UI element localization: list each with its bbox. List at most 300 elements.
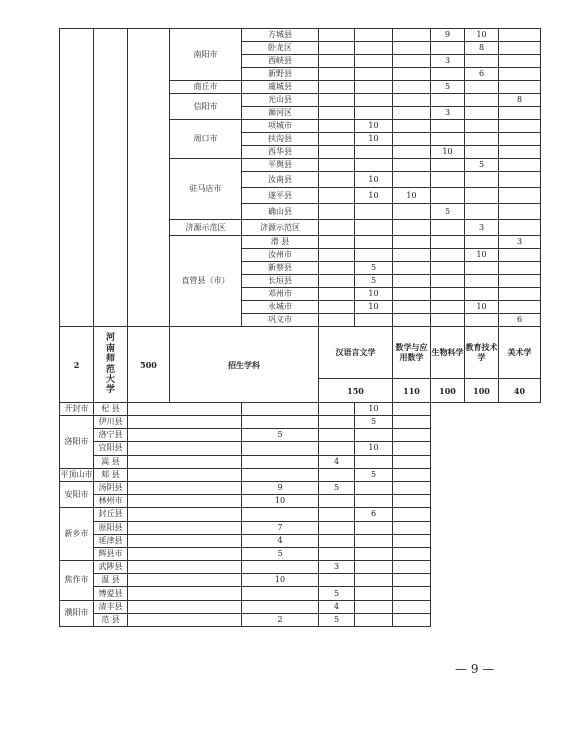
county-cell: 封丘县 [94, 508, 128, 521]
quota-cell [242, 587, 319, 600]
quota-cell [242, 403, 319, 416]
table-row [60, 481, 541, 494]
quota-cell [128, 574, 242, 587]
quota-cell: 7 [242, 521, 319, 534]
quota-cell: 5 [319, 587, 355, 600]
county-cell: 长垣县 [242, 275, 319, 288]
quota-cell [128, 561, 242, 574]
table-row [60, 442, 541, 455]
quota-cell [499, 133, 541, 146]
table-row [60, 416, 541, 429]
subject-name: 美术学 [499, 327, 541, 379]
county-cell: 卧龙区 [242, 42, 319, 55]
quota-cell [242, 600, 319, 613]
quota-cell [499, 275, 541, 288]
subject-count: 40 [499, 379, 541, 403]
quota-cell: 10 [465, 29, 499, 42]
county-cell: 嵩 县 [94, 455, 128, 468]
quota-cell: 2 [242, 613, 319, 626]
quota-cell [355, 220, 393, 236]
city-cell: 洛阳市 [60, 416, 94, 469]
university-section [60, 327, 541, 403]
quota-cell [393, 159, 431, 172]
quota-cell [355, 236, 393, 249]
subject-count: 150 [319, 379, 393, 403]
quota-cell [319, 547, 355, 560]
quota-cell [499, 107, 541, 120]
total-cell: 500 [128, 327, 170, 403]
quota-cell [128, 534, 242, 547]
quota-cell [355, 81, 393, 94]
quota-cell [499, 172, 541, 188]
quota-cell: 6 [499, 314, 541, 327]
quota-cell: 3 [431, 107, 465, 120]
county-cell: 汤阴县 [94, 481, 128, 494]
quota-cell [431, 172, 465, 188]
quota-cell [465, 314, 499, 327]
quota-cell [319, 159, 355, 172]
quota-cell [355, 574, 393, 587]
quota-cell: 10 [465, 301, 499, 314]
quota-cell [393, 301, 431, 314]
quota-cell [242, 468, 319, 481]
quota-cell: 4 [319, 455, 355, 468]
quota-cell [319, 249, 355, 262]
table-row [60, 468, 541, 481]
county-cell: 确山县 [242, 204, 319, 220]
county-cell: 新野县 [242, 68, 319, 81]
quota-cell [499, 204, 541, 220]
quota-cell [128, 521, 242, 534]
quota-cell [355, 107, 393, 120]
county-cell: 延津县 [94, 534, 128, 547]
quota-cell [355, 159, 393, 172]
county-cell: 郏 县 [94, 468, 128, 481]
quota-cell [319, 574, 355, 587]
quota-cell [431, 249, 465, 262]
table-row [60, 29, 541, 42]
quota-cell [499, 29, 541, 42]
quota-cell [465, 204, 499, 220]
quota-cell [393, 133, 431, 146]
quota-cell [128, 600, 242, 613]
quota-cell [393, 481, 431, 494]
quota-cell: 8 [499, 94, 541, 107]
quota-cell [355, 68, 393, 81]
quota-cell [355, 42, 393, 55]
quota-cell [319, 288, 355, 301]
quota-cell [393, 600, 431, 613]
quota-cell: 10 [355, 188, 393, 204]
quota-cell [319, 68, 355, 81]
quota-cell [319, 236, 355, 249]
quota-table [59, 28, 541, 627]
quota-cell [319, 495, 355, 508]
subject-count: 100 [465, 379, 499, 403]
quota-cell [393, 416, 431, 429]
county-cell: 温 县 [94, 574, 128, 587]
quota-cell: 10 [355, 172, 393, 188]
quota-cell: 10 [355, 442, 393, 455]
quota-cell [431, 188, 465, 204]
quota-cell [393, 29, 431, 42]
quota-cell [431, 236, 465, 249]
quota-cell [393, 94, 431, 107]
quota-cell [128, 495, 242, 508]
quota-cell [355, 613, 393, 626]
table-row [60, 508, 541, 521]
blank-index-cell [60, 29, 94, 327]
quota-cell [431, 94, 465, 107]
county-cell: 汝州市 [242, 249, 319, 262]
quota-cell [393, 220, 431, 236]
quota-cell [499, 188, 541, 204]
quota-cell [319, 120, 355, 133]
blank-name-cell [94, 29, 128, 327]
quota-cell [319, 133, 355, 146]
quota-cell [242, 416, 319, 429]
quota-cell [465, 107, 499, 120]
subject-name: 汉语言文学 [319, 327, 393, 379]
quota-cell [499, 288, 541, 301]
table-row [60, 600, 541, 613]
quota-cell: 6 [355, 508, 393, 521]
quota-cell [393, 468, 431, 481]
quota-cell: 4 [319, 600, 355, 613]
quota-cell: 5 [355, 468, 393, 481]
university-rows [60, 403, 541, 627]
quota-cell [128, 468, 242, 481]
quota-cell [355, 55, 393, 68]
quota-cell [393, 262, 431, 275]
quota-cell [319, 81, 355, 94]
quota-cell [319, 314, 355, 327]
quota-cell [355, 204, 393, 220]
quota-cell [499, 262, 541, 275]
table-row [60, 455, 541, 468]
quota-cell [319, 55, 355, 68]
quota-cell [355, 146, 393, 159]
quota-cell [393, 613, 431, 626]
quota-cell: 5 [355, 416, 393, 429]
table-row [60, 403, 541, 416]
quota-cell [355, 521, 393, 534]
quota-cell [393, 442, 431, 455]
county-cell: 范 县 [94, 613, 128, 626]
quota-cell [393, 204, 431, 220]
quota-cell: 5 [242, 547, 319, 560]
quota-cell [128, 442, 242, 455]
quota-cell: 5 [465, 159, 499, 172]
county-cell: 宜阳县 [94, 442, 128, 455]
quota-cell [355, 249, 393, 262]
quota-cell [319, 262, 355, 275]
city-cell: 直管县（市） [170, 236, 242, 327]
quota-cell [393, 587, 431, 600]
quota-cell [393, 574, 431, 587]
county-cell: 浉河区 [242, 107, 319, 120]
page-number: — 9 — [455, 662, 495, 676]
quota-cell: 3 [499, 236, 541, 249]
quota-cell [393, 547, 431, 560]
quota-cell: 10 [355, 288, 393, 301]
quota-cell [319, 508, 355, 521]
subject-name: 教育技术学 [465, 327, 499, 379]
quota-cell [393, 81, 431, 94]
quota-cell: 10 [355, 120, 393, 133]
quota-cell [393, 42, 431, 55]
index-cell: 2 [60, 327, 94, 403]
quota-cell: 6 [465, 68, 499, 81]
quota-cell: 4 [242, 534, 319, 547]
quota-cell [319, 429, 355, 442]
quota-cell: 3 [465, 220, 499, 236]
quota-cell: 5 [355, 275, 393, 288]
quota-cell [319, 275, 355, 288]
city-cell: 信阳市 [170, 94, 242, 120]
quota-cell: 5 [431, 204, 465, 220]
quota-cell [355, 547, 393, 560]
county-cell: 林州市 [94, 495, 128, 508]
quota-cell [319, 521, 355, 534]
quota-cell [431, 133, 465, 146]
quota-cell [393, 236, 431, 249]
quota-cell [319, 301, 355, 314]
quota-cell [465, 94, 499, 107]
quota-cell [242, 561, 319, 574]
quota-cell [393, 68, 431, 81]
quota-cell [128, 587, 242, 600]
county-cell: 洛宁县 [94, 429, 128, 442]
quota-cell [393, 534, 431, 547]
quota-cell [499, 42, 541, 55]
subject-count: 110 [393, 379, 431, 403]
quota-cell [319, 416, 355, 429]
quota-cell [465, 236, 499, 249]
table-row [60, 574, 541, 587]
quota-cell [393, 521, 431, 534]
quota-cell [499, 68, 541, 81]
quota-cell: 10 [393, 188, 431, 204]
quota-cell [431, 68, 465, 81]
quota-cell: 10 [242, 574, 319, 587]
quota-cell [431, 159, 465, 172]
table-row [60, 613, 541, 626]
quota-cell [499, 81, 541, 94]
quota-cell: 5 [431, 81, 465, 94]
quota-cell: 3 [431, 55, 465, 68]
county-cell: 遂平县 [242, 188, 319, 204]
quota-cell [355, 29, 393, 42]
city-cell: 开封市 [60, 403, 94, 416]
table-row [60, 521, 541, 534]
quota-cell [319, 204, 355, 220]
county-cell: 光山县 [242, 94, 319, 107]
quota-cell [128, 403, 242, 416]
quota-cell [465, 55, 499, 68]
quota-cell [393, 120, 431, 133]
quota-cell [431, 120, 465, 133]
table-row [60, 587, 541, 600]
quota-cell [465, 81, 499, 94]
city-cell: 新乡市 [60, 508, 94, 561]
blank-total-cell [128, 29, 170, 327]
quota-cell [319, 94, 355, 107]
county-cell: 项城市 [242, 120, 319, 133]
county-cell: 西峡县 [242, 55, 319, 68]
quota-cell [128, 481, 242, 494]
quota-cell: 9 [431, 29, 465, 42]
quota-cell [128, 508, 242, 521]
quota-cell [393, 146, 431, 159]
county-cell: 虞城县 [242, 81, 319, 94]
county-cell: 伊川县 [94, 416, 128, 429]
quota-cell [393, 249, 431, 262]
county-cell: 杞 县 [94, 403, 128, 416]
county-cell: 永城市 [242, 301, 319, 314]
quota-cell [393, 455, 431, 468]
quota-cell [128, 455, 242, 468]
subject-header-row [60, 327, 541, 379]
city-cell: 商丘市 [170, 81, 242, 94]
quota-cell [319, 172, 355, 188]
quota-cell [355, 600, 393, 613]
subject-count: 100 [431, 379, 465, 403]
quota-cell [128, 547, 242, 560]
city-cell: 平顶山市 [60, 468, 94, 481]
quota-cell [393, 429, 431, 442]
table-row [60, 429, 541, 442]
quota-cell [465, 146, 499, 159]
table-row [60, 534, 541, 547]
quota-cell [393, 314, 431, 327]
county-cell: 滑 县 [242, 236, 319, 249]
quota-cell [499, 120, 541, 133]
quota-cell: 10 [242, 495, 319, 508]
quota-cell [242, 508, 319, 521]
quota-cell [393, 508, 431, 521]
quota-cell [431, 288, 465, 301]
quota-cell [355, 561, 393, 574]
quota-cell [393, 561, 431, 574]
quota-cell [319, 107, 355, 120]
quota-cell: 10 [355, 403, 393, 416]
county-cell: 邓州市 [242, 288, 319, 301]
subject-name: 生物科学 [431, 327, 465, 379]
city-cell: 驻马店市 [170, 159, 242, 220]
county-cell: 新蔡县 [242, 262, 319, 275]
quota-cell [431, 42, 465, 55]
quota-cell [355, 587, 393, 600]
subject-name: 数学与应用数学 [393, 327, 431, 379]
county-cell: 清丰县 [94, 600, 128, 613]
quota-cell [319, 146, 355, 159]
quota-cell [465, 188, 499, 204]
city-cell: 周口市 [170, 120, 242, 159]
quota-cell [465, 262, 499, 275]
county-cell: 济源示范区 [242, 220, 319, 236]
quota-cell [393, 403, 431, 416]
quota-cell [128, 416, 242, 429]
upper-section [60, 29, 541, 327]
city-cell: 南阳市 [170, 29, 242, 81]
quota-cell [355, 534, 393, 547]
subject-header-label: 招生学科 [170, 327, 319, 403]
quota-cell [465, 133, 499, 146]
quota-cell: 5 [355, 262, 393, 275]
quota-cell [431, 262, 465, 275]
quota-cell [393, 288, 431, 301]
quota-cell [128, 613, 242, 626]
quota-cell [499, 249, 541, 262]
quota-cell [355, 481, 393, 494]
quota-cell: 5 [242, 429, 319, 442]
county-cell: 汝南县 [242, 172, 319, 188]
quota-cell [355, 94, 393, 107]
quota-cell: 10 [355, 133, 393, 146]
quota-cell: 10 [431, 146, 465, 159]
quota-cell [393, 55, 431, 68]
quota-cell [355, 314, 393, 327]
quota-cell [355, 495, 393, 508]
quota-cell [431, 301, 465, 314]
quota-cell [319, 29, 355, 42]
quota-cell [431, 314, 465, 327]
table-row [60, 561, 541, 574]
quota-cell [319, 42, 355, 55]
county-cell: 扶沟县 [242, 133, 319, 146]
county-cell: 平舆县 [242, 159, 319, 172]
table-row [60, 495, 541, 508]
quota-cell [319, 188, 355, 204]
county-cell: 巩义市 [242, 314, 319, 327]
quota-cell: 5 [319, 481, 355, 494]
quota-cell [499, 146, 541, 159]
county-cell: 原阳县 [94, 521, 128, 534]
quota-cell [355, 429, 393, 442]
county-cell: 武陟县 [94, 561, 128, 574]
quota-cell [431, 220, 465, 236]
county-cell: 博爱县 [94, 587, 128, 600]
quota-cell [319, 220, 355, 236]
quota-cell [465, 275, 499, 288]
table-row [60, 547, 541, 560]
quota-cell: 10 [355, 301, 393, 314]
quota-cell: 3 [319, 561, 355, 574]
city-cell: 焦作市 [60, 561, 94, 601]
university-name-cell: 河 南 师 范 大 学 [94, 327, 128, 403]
quota-cell [499, 159, 541, 172]
county-cell: 方城县 [242, 29, 319, 42]
quota-cell [319, 403, 355, 416]
quota-cell: 5 [319, 613, 355, 626]
city-cell: 濮阳市 [60, 600, 94, 626]
quota-cell [465, 120, 499, 133]
quota-cell [499, 55, 541, 68]
quota-cell [128, 429, 242, 442]
quota-cell: 10 [465, 249, 499, 262]
county-cell: 西华县 [242, 146, 319, 159]
quota-cell [431, 275, 465, 288]
quota-cell [393, 275, 431, 288]
city-cell: 安阳市 [60, 481, 94, 507]
quota-cell [355, 455, 393, 468]
quota-cell: 9 [242, 481, 319, 494]
city-cell: 济源示范区 [170, 220, 242, 236]
quota-cell [499, 301, 541, 314]
quota-cell [393, 495, 431, 508]
county-cell: 辉县市 [94, 547, 128, 560]
